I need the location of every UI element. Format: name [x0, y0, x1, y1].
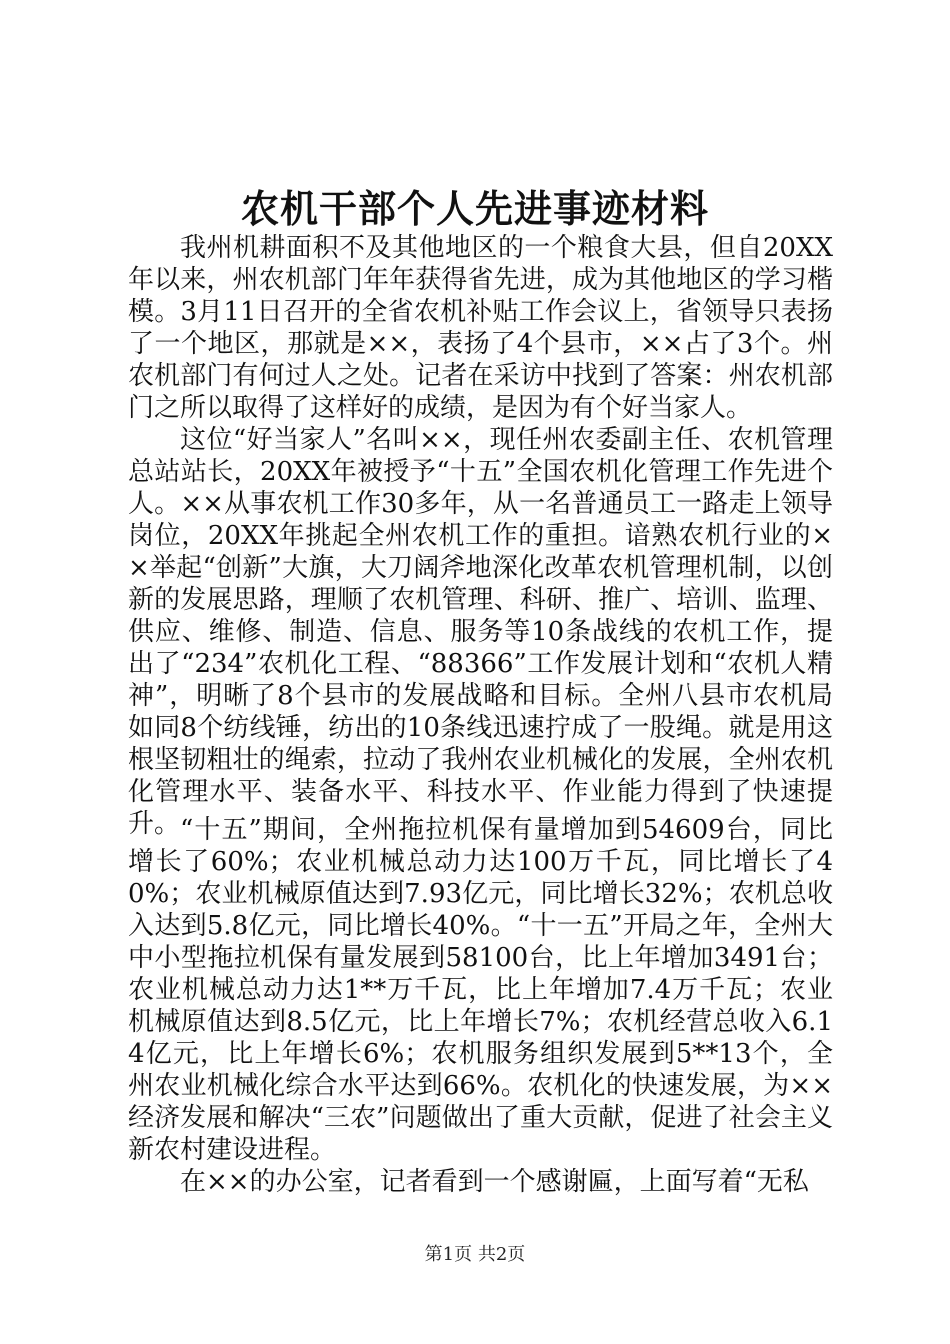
paragraph-intro: 我州机耕面积不及其他地区的一个粮食大县，但自20XX年以来，州农机部门年年获得省先进，成为其他地区的学习楷模。3月11日召开的全省农机补贴工作会议上，省领导只表扬了一个地区，那就是××，表扬了4个县市，××占了3个。州农机部门有何过人之处。记者在采访中找到了答案：州农机部门之所以取得了这样好的成绩，是因为有个好当家人。 — [128, 233, 833, 423]
page-footer: 第1页 共2页 — [424, 1244, 526, 1265]
paragraph-statistics: “十五”期间，全州拖拉机保有量增加到54609台，同比增长了60%；农业机械总动力达100万千瓦，同比增长了40%；农业机械原值达到7.93亿元，同比增长32%；农机总收入达到5.8亿元，同比增长40%。“十一五”开局之年，全州大中小型拖拉机保有量发展到58100台，比上年增加3491台；农业机械总动力达1**万千瓦，比上年增加7.4万千瓦；农业机械原值达到8.5亿元，比上年增长7%；农机经营总收入6.14亿元，比上年增长6%；农机服务组织发展到5**13个，全州农业机械化综合水平达到66%。农机化的快速发展，为××经济发展和解决“三农”问题做出了重大贡献，促进了社会主义新农村建设进程。 — [128, 815, 833, 1165]
paragraph-office: 在××的办公室，记者看到一个感谢匾，上面写着“无私 — [180, 1167, 809, 1197]
body-text-upper — [128, 232, 833, 840]
body-text-lower — [128, 814, 833, 1198]
paragraph-profile: 这位“好当家人”名叫××，现任州农委副主任、农机管理总站站长，20XX年被授予“十五”全国农机化管理工作先进个人。××从事农机工作30多年，从一名普通员工一路走上领导岗位，20XX年挑起全州农机工作的重担。谙熟农机行业的××举起“创新”大旗，大刀阔斧地深化改革农机管理机制，以创新的发展思路，理顺了农机管理、科研、推广、培训、监理、供应、维修、制造、信息、服务等10条战线的农机工作，提出了“234”农机化工程、“88366”工作发展计划和“农机人精神”，明晰了8个县市的发展战略和目标。全州八县市农机局如同8个纺线锤，纺出的10条线迅速拧成了一股绳。就是用这根坚韧粗壮的绳索，拉动了我州农业机械化的发展，全州农机化管理水平、装备水平、科技水平、作业能力得到了快速提升。 — [128, 425, 833, 839]
page-title: 农机干部个人先进事迹材料 — [240, 186, 709, 231]
